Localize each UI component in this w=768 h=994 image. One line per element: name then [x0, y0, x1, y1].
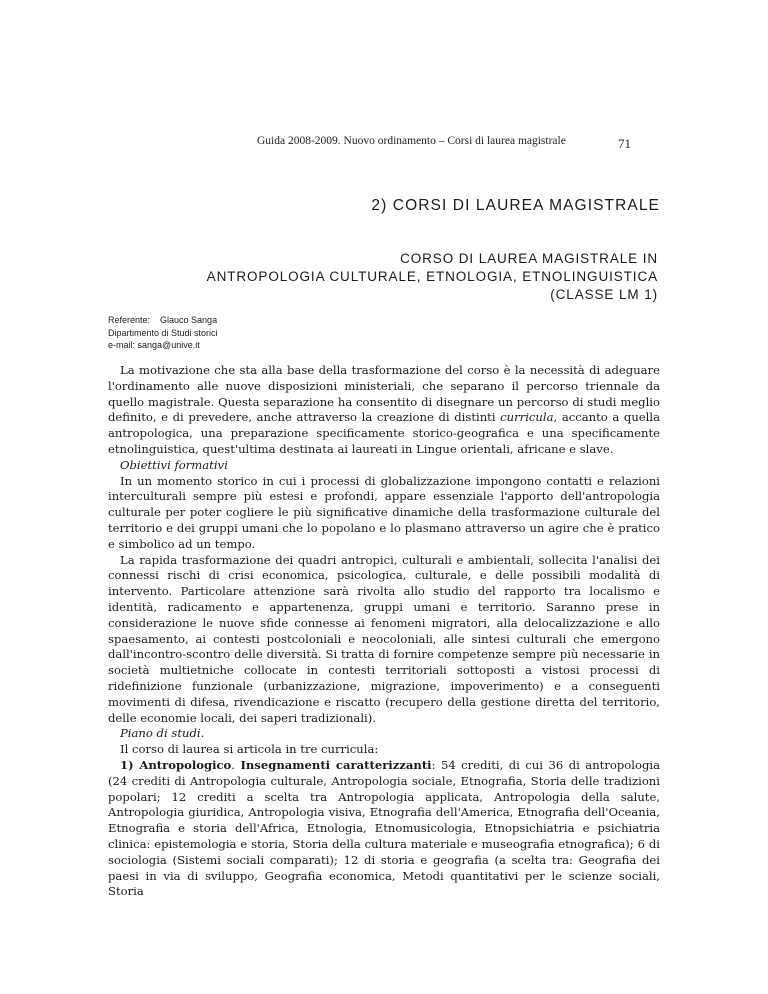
curricula-term: curricula — [500, 410, 554, 425]
email-label: e-mail: — [108, 340, 136, 350]
piano-intro: Il corso di laurea si articola in tre curricula: — [120, 742, 379, 757]
course-title-line-1: CORSO DI LAUREA MAGISTRALE IN — [400, 251, 658, 266]
heading-piano: Piano di studi. — [120, 726, 205, 741]
section-title: 2) CORSI DI LAUREA MAGISTRALE — [371, 197, 660, 214]
contact-block — [108, 314, 218, 352]
curriculum-1-paragraph: 1) Antropologico. Insegnamenti caratterizzanti: 54 crediti, di cui 36 di antropologia (24 crediti di Antropologia culturale, Antropologia sociale, Etnografia, Storia delle tradizioni popolari; 12 crediti a scelta tra Antropologia applicata, Antropologia della salute, Antropologia giuridica, Antropologia visiva, Etnografia dell'America, Etnografia dell'Oceania, Etnografia e storia dell'Africa, Etnologia, Etnomusicologia, Etnopsichiatria e psichiatria clinica: epistemologia e storia, Storia della cultura materiale e museografia etnografica); 6 di sociologia (Sistemi sociali comparati); 12 di storia e geografia (a scelta tra: Geografia dei paesi in via di sviluppo, Geografia economica, Metodi quantitativi per le scienze sociali, Storia — [108, 757, 660, 899]
department: Dipartimento di Studi storici — [108, 327, 218, 338]
course-title-line-2: ANTROPOLOGIA CULTURALE, ETNOLOGIA, ETNOLINGUISTICA — [206, 269, 658, 284]
obiettivi-paragraph-1: In un momento storico in cui i processi di globalizzazione impongono contatti e relazioni interculturali sempre più estesi e profondi, appare essenziale l'apporto dell'antropologia culturale per poter cogliere le più significative dinamiche della trasformazione culturale del territorio e dei gruppi umani che lo popolano e lo plasmano attraverso un agire che è pratico e simbolico ad un tempo. — [108, 473, 660, 551]
running-head: Guida 2008-2009. Nuovo ordinamento – Corsi di laurea magistrale — [257, 135, 566, 147]
referente-name: Glauco Sanga — [160, 315, 218, 325]
curriculum-1-subheading: Insegnamenti caratterizzanti — [240, 757, 432, 772]
page-number: 71 — [618, 136, 631, 151]
referente-line — [108, 314, 218, 327]
intro-paragraph: La motivazione che sta alla base della trasformazione del corso è la necessità di adeguare l'ordinamento alle nuove disposizioni ministeriali, che separano il percorso triennale da quello magistrale. Questa separazione ha consentito di disegnare un percorso di studi meglio definito, e di prevedere, anche attraverso la creazione di distinti curricula, accanto a quella antropologica, una preparazione specificamente storico-geografica e una specificamente etnolinguistica, quest'ultima destinata ai laureati in Lingue orientali, africane e slave. — [108, 363, 660, 456]
email-link[interactable]: sanga@unive.it — [137, 340, 200, 350]
heading-obiettivi: Obiettivi formativi — [120, 457, 228, 472]
referente-label: Referente: — [108, 315, 151, 325]
email-line — [108, 339, 218, 352]
obiettivi-paragraph-2: La rapida trasformazione dei quadri antropici, culturali e ambientali, sollecita l'analisi dei connessi rischi di crisi economica, psicologica, culturale, e delle possibili modalità di intervento. Particolare attenzione sarà rivolta allo studio del rapporto tra localismo e identità, radicamento e appartenenza, gruppi umani e territorio. Saranno prese in considerazione le nuove sfide connesse ai fenomeni migratori, alla delocalizzazione e allo spaesamento, ai contesti postcoloniali e neocoloniali, alle sintesi culturali che emergono dall'incontro-scontro delle diversità. Si tratta di fornire competenze sempre più necessarie in società multietniche collocate in contesti territoriali sottoposti a vistosi processi di ridefinizione funzionale (urbanizzazione, migrazione, impoverimento) e a conseguenti movimenti di difesa, rivendicazione e riscatto (recupero della gestione diretta del territorio, delle economie locali, dei saperi tradizionali). — [108, 552, 660, 725]
course-title-line-3: (CLASSE LM 1) — [550, 287, 658, 302]
curriculum-1-label: 1) Antropologico — [120, 757, 232, 772]
course-title — [207, 250, 658, 304]
body-text — [108, 363, 660, 900]
